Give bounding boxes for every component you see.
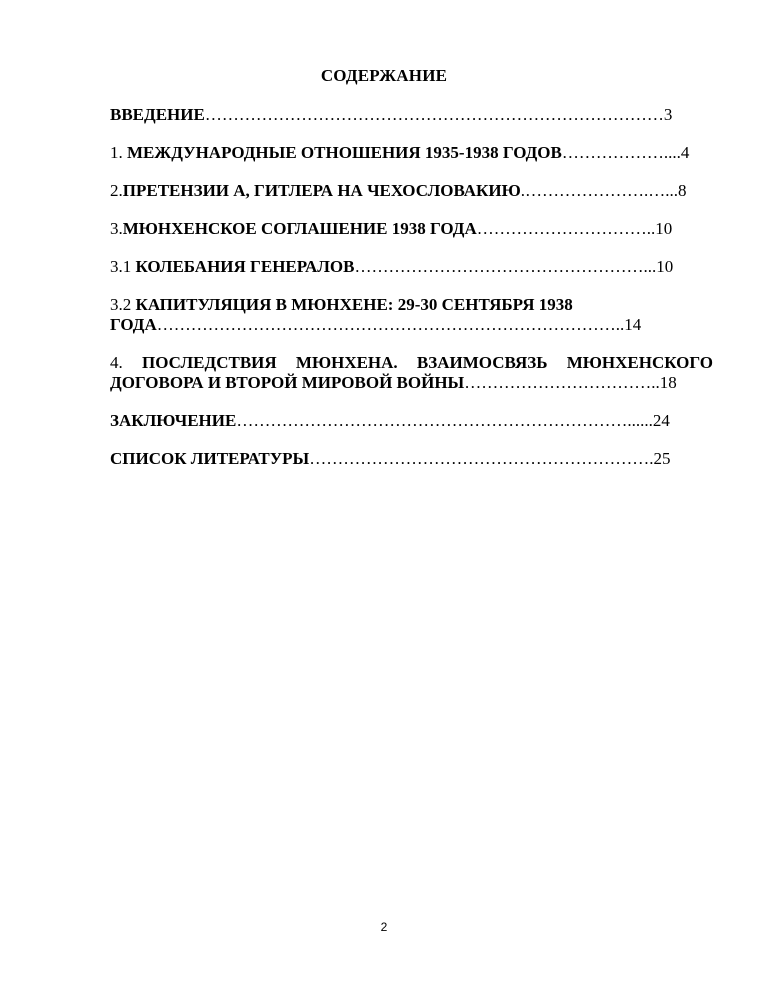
toc-entry-label-line-1: ПОСЛЕДСТВИЯ МЮНХЕНА. ВЗАИМОСВЯЗЬ МЮНХЕНСКОГО: [142, 353, 713, 372]
toc-leader-dots: .………………….….: [520, 181, 670, 200]
toc-entry-section-1: [110, 142, 689, 164]
toc-page-number: 10: [655, 219, 673, 238]
toc-entry-number: 1.: [110, 143, 127, 162]
toc-page-number: 25: [653, 449, 671, 468]
toc-entry-label: КОЛЕБАНИЯ ГЕНЕРАЛОВ: [135, 257, 355, 276]
toc-entry-introduction: [110, 104, 672, 126]
toc-leader-dots: ……………………………………………………………......: [236, 411, 653, 430]
toc-entry-section-3-2-continued: [110, 314, 641, 336]
toc-page-number: ..8: [669, 181, 687, 200]
toc-page-number: 14: [624, 315, 642, 334]
toc-entry-literature: [110, 448, 671, 470]
toc-page-number: ...10: [643, 257, 674, 276]
toc-entry-label: ПРЕТЕНЗИИ А, ГИТЛЕРА НА ЧЕХОСЛОВАКИЮ: [122, 181, 521, 200]
toc-leader-dots: …………………………..: [476, 219, 656, 238]
toc-entry-label: ВВЕДЕНИЕ: [110, 105, 205, 124]
toc-page-number: 24: [652, 411, 670, 430]
toc-page-number: 18: [659, 373, 677, 392]
toc-entry-label: МЮНХЕНСКОЕ СОГЛАШЕНИЕ 1938 ГОДА: [122, 219, 477, 238]
toc-entry-number: 4.: [110, 353, 142, 372]
toc-entry-number: 2.: [110, 181, 123, 200]
toc-entry-section-4-continued: [110, 372, 677, 394]
toc-entry-section-2: [110, 180, 686, 202]
toc-leader-dots: ………………………………………………………………………: [204, 105, 664, 124]
toc-leader-dots: ………………………………………………………………………..: [156, 315, 625, 334]
toc-entry-conclusion: [110, 410, 670, 432]
toc-entry-section-3-1: [110, 256, 673, 278]
toc-leader-dots: ……………………………..: [464, 373, 660, 392]
toc-entry-section-3-2: [110, 294, 573, 316]
toc-entry-section-3: [110, 218, 672, 240]
toc-entry-number: 3.1: [110, 257, 136, 276]
toc-entry-label-line-1: КАПИТУЛЯЦИЯ В МЮНХЕНЕ: 29-30 СЕНТЯБРЯ 1938: [135, 295, 573, 314]
toc-entry-number: 3.2: [110, 295, 136, 314]
toc-entry-label-line-2: ГОДА: [110, 315, 157, 334]
toc-page-number: ...4: [668, 143, 690, 162]
page-title: СОДЕРЖАНИЕ: [320, 66, 448, 85]
toc-leader-dots: ……………………………………………: [354, 257, 644, 276]
toc-leader-dots: ……………….: [561, 143, 669, 162]
toc-entry-number: 3.: [110, 219, 123, 238]
toc-entry-section-4: [110, 352, 713, 374]
page-number-footer: 2: [380, 920, 388, 934]
toc-entry-label-line-2: ДОГОВОРА И ВТОРОЙ МИРОВОЙ ВОЙНЫ: [110, 373, 465, 392]
toc-entry-label: ЗАКЛЮЧЕНИЕ: [110, 411, 237, 430]
toc-entry-label: МЕЖДУНАРОДНЫЕ ОТНОШЕНИЯ 1935-1938 ГОДОВ: [127, 143, 562, 162]
toc-entry-label: СПИСОК ЛИТЕРАТУРЫ: [110, 449, 310, 468]
toc-leader-dots: …………………………………………………….: [309, 449, 654, 468]
toc-page-number: 3: [663, 105, 673, 124]
